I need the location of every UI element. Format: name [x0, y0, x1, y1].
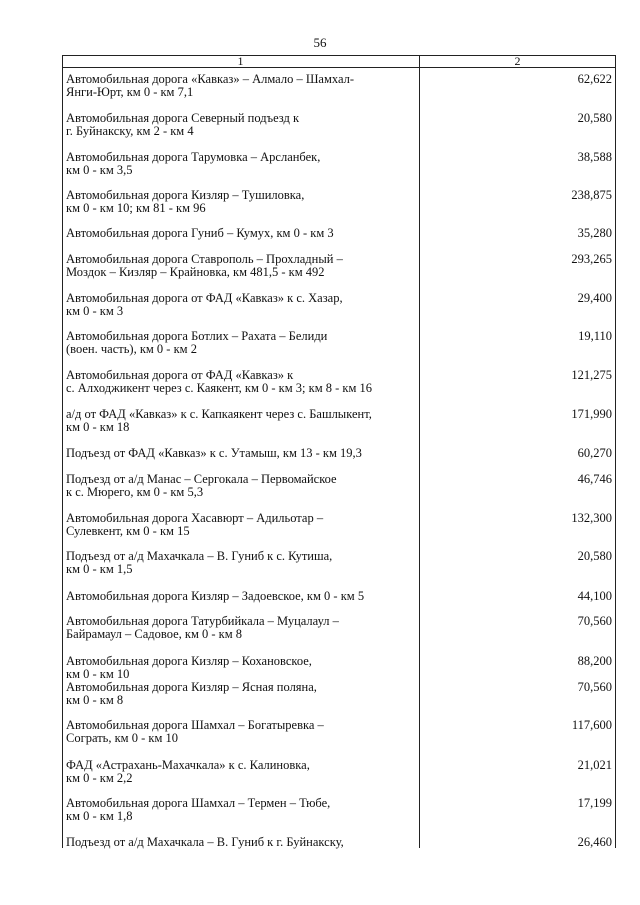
row-value: 38,588 [577, 150, 612, 164]
page-number: 56 [313, 35, 327, 50]
row-value: 132,300 [571, 511, 612, 525]
road-description: ФАД «Астрахань-Махачкала» к с. Калиновка, км 0 - км 2,2 [66, 758, 310, 785]
row-value: 20,580 [577, 111, 612, 125]
road-description: Подъезд от а/д Махачкала – В. Гуниб к с. Кутиша, км 0 - км 1,5 [66, 549, 333, 576]
road-description: Автомобильная дорога от ФАД «Кавказ» к с. Хазар, км 0 - км 3 [66, 291, 343, 318]
road-description: Автомобильная дорога Кизляр – Тушиловка, км 0 - км 10; км 81 - км 96 [66, 188, 305, 215]
road-description: Автомобильная дорога Хасавюрт – Адильотар – Сулевкент, км 0 - км 15 [66, 511, 324, 538]
row-value: 35,280 [577, 226, 612, 240]
row-value: 29,400 [577, 291, 612, 305]
road-description: Автомобильная дорога Ботлих – Рахата – Белиди (воен. часть), км 0 - км 2 [66, 329, 328, 356]
row-value: 293,265 [571, 252, 612, 266]
row-value: 21,021 [577, 758, 612, 772]
road-description: Подъезд от а/д Махачкала – В. Гуниб к г. Буйнакску, [66, 835, 344, 849]
road-description: Автомобильная дорога Северный подъезд к г. Буйнакску, км 2 - км 4 [66, 111, 300, 138]
column-header-1: 1 [237, 54, 244, 68]
road-description: Подъезд от а/д Манас – Сергокала – Первомайское к с. Мюрего, км 0 - км 5,3 [66, 472, 337, 499]
row-value: 88,200 [577, 654, 612, 668]
row-value: 44,100 [577, 589, 612, 603]
road-description: Автомобильная дорога Кизляр – Задоевское, км 0 - км 5 [66, 589, 365, 603]
table-left-border [62, 55, 63, 848]
road-description: Автомобильная дорога «Кавказ» – Алмало – Шамхал- Янги-Юрт, км 0 - км 7,1 [66, 72, 355, 99]
table-right-border [615, 55, 616, 848]
row-value: 70,560 [577, 680, 612, 694]
row-value: 171,990 [571, 407, 612, 421]
road-description: Автомобильная дорога Тарумовка – Арсланбек, км 0 - км 3,5 [66, 150, 321, 177]
row-value: 46,746 [577, 472, 612, 486]
row-value: 238,875 [571, 188, 612, 202]
road-description: Автомобильная дорога Ставрополь – Прохладный – Моздок – Кизляр – Крайновка, км 481,5 - км 492 [66, 252, 343, 279]
row-value: 19,110 [578, 329, 612, 343]
table-column-divider [419, 55, 420, 848]
row-value: 26,460 [577, 835, 612, 849]
row-value: 62,622 [577, 72, 612, 86]
road-description: Автомобильная дорога Кизляр – Кохановское, км 0 - км 10 [66, 654, 312, 681]
row-value: 20,580 [577, 549, 612, 563]
road-description: Автомобильная дорога Шамхал – Термен – Тюбе, км 0 - км 1,8 [66, 796, 331, 823]
road-description: Подъезд от ФАД «Кавказ» к с. Утамыш, км 13 - км 19,3 [66, 446, 362, 460]
row-value: 17,199 [577, 796, 612, 810]
row-value: 121,275 [571, 368, 612, 382]
road-description: Автомобильная дорога Кизляр – Ясная поляна, км 0 - км 8 [66, 680, 317, 707]
road-description: Автомобильная дорога Татурбийкала – Муцалаул – Байрамаул – Садовое, км 0 - км 8 [66, 614, 339, 641]
road-description: Автомобильная дорога Гуниб – Кумух, км 0 - км 3 [66, 226, 334, 240]
row-value: 117,600 [571, 718, 612, 732]
road-description: Автомобильная дорога Шамхал – Богатыревка – Сограть, км 0 - км 10 [66, 718, 324, 745]
column-header-2: 2 [514, 54, 521, 68]
row-value: 60,270 [577, 446, 612, 460]
road-description: Автомобильная дорога от ФАД «Кавказ» к с. Алходжикент через с. Каякент, км 0 - км 3; км 8 - км 16 [66, 368, 372, 395]
road-description: а/д от ФАД «Кавказ» к с. Капкаякент через с. Башлыкент, км 0 - км 18 [66, 407, 372, 434]
row-value: 70,560 [577, 614, 612, 628]
